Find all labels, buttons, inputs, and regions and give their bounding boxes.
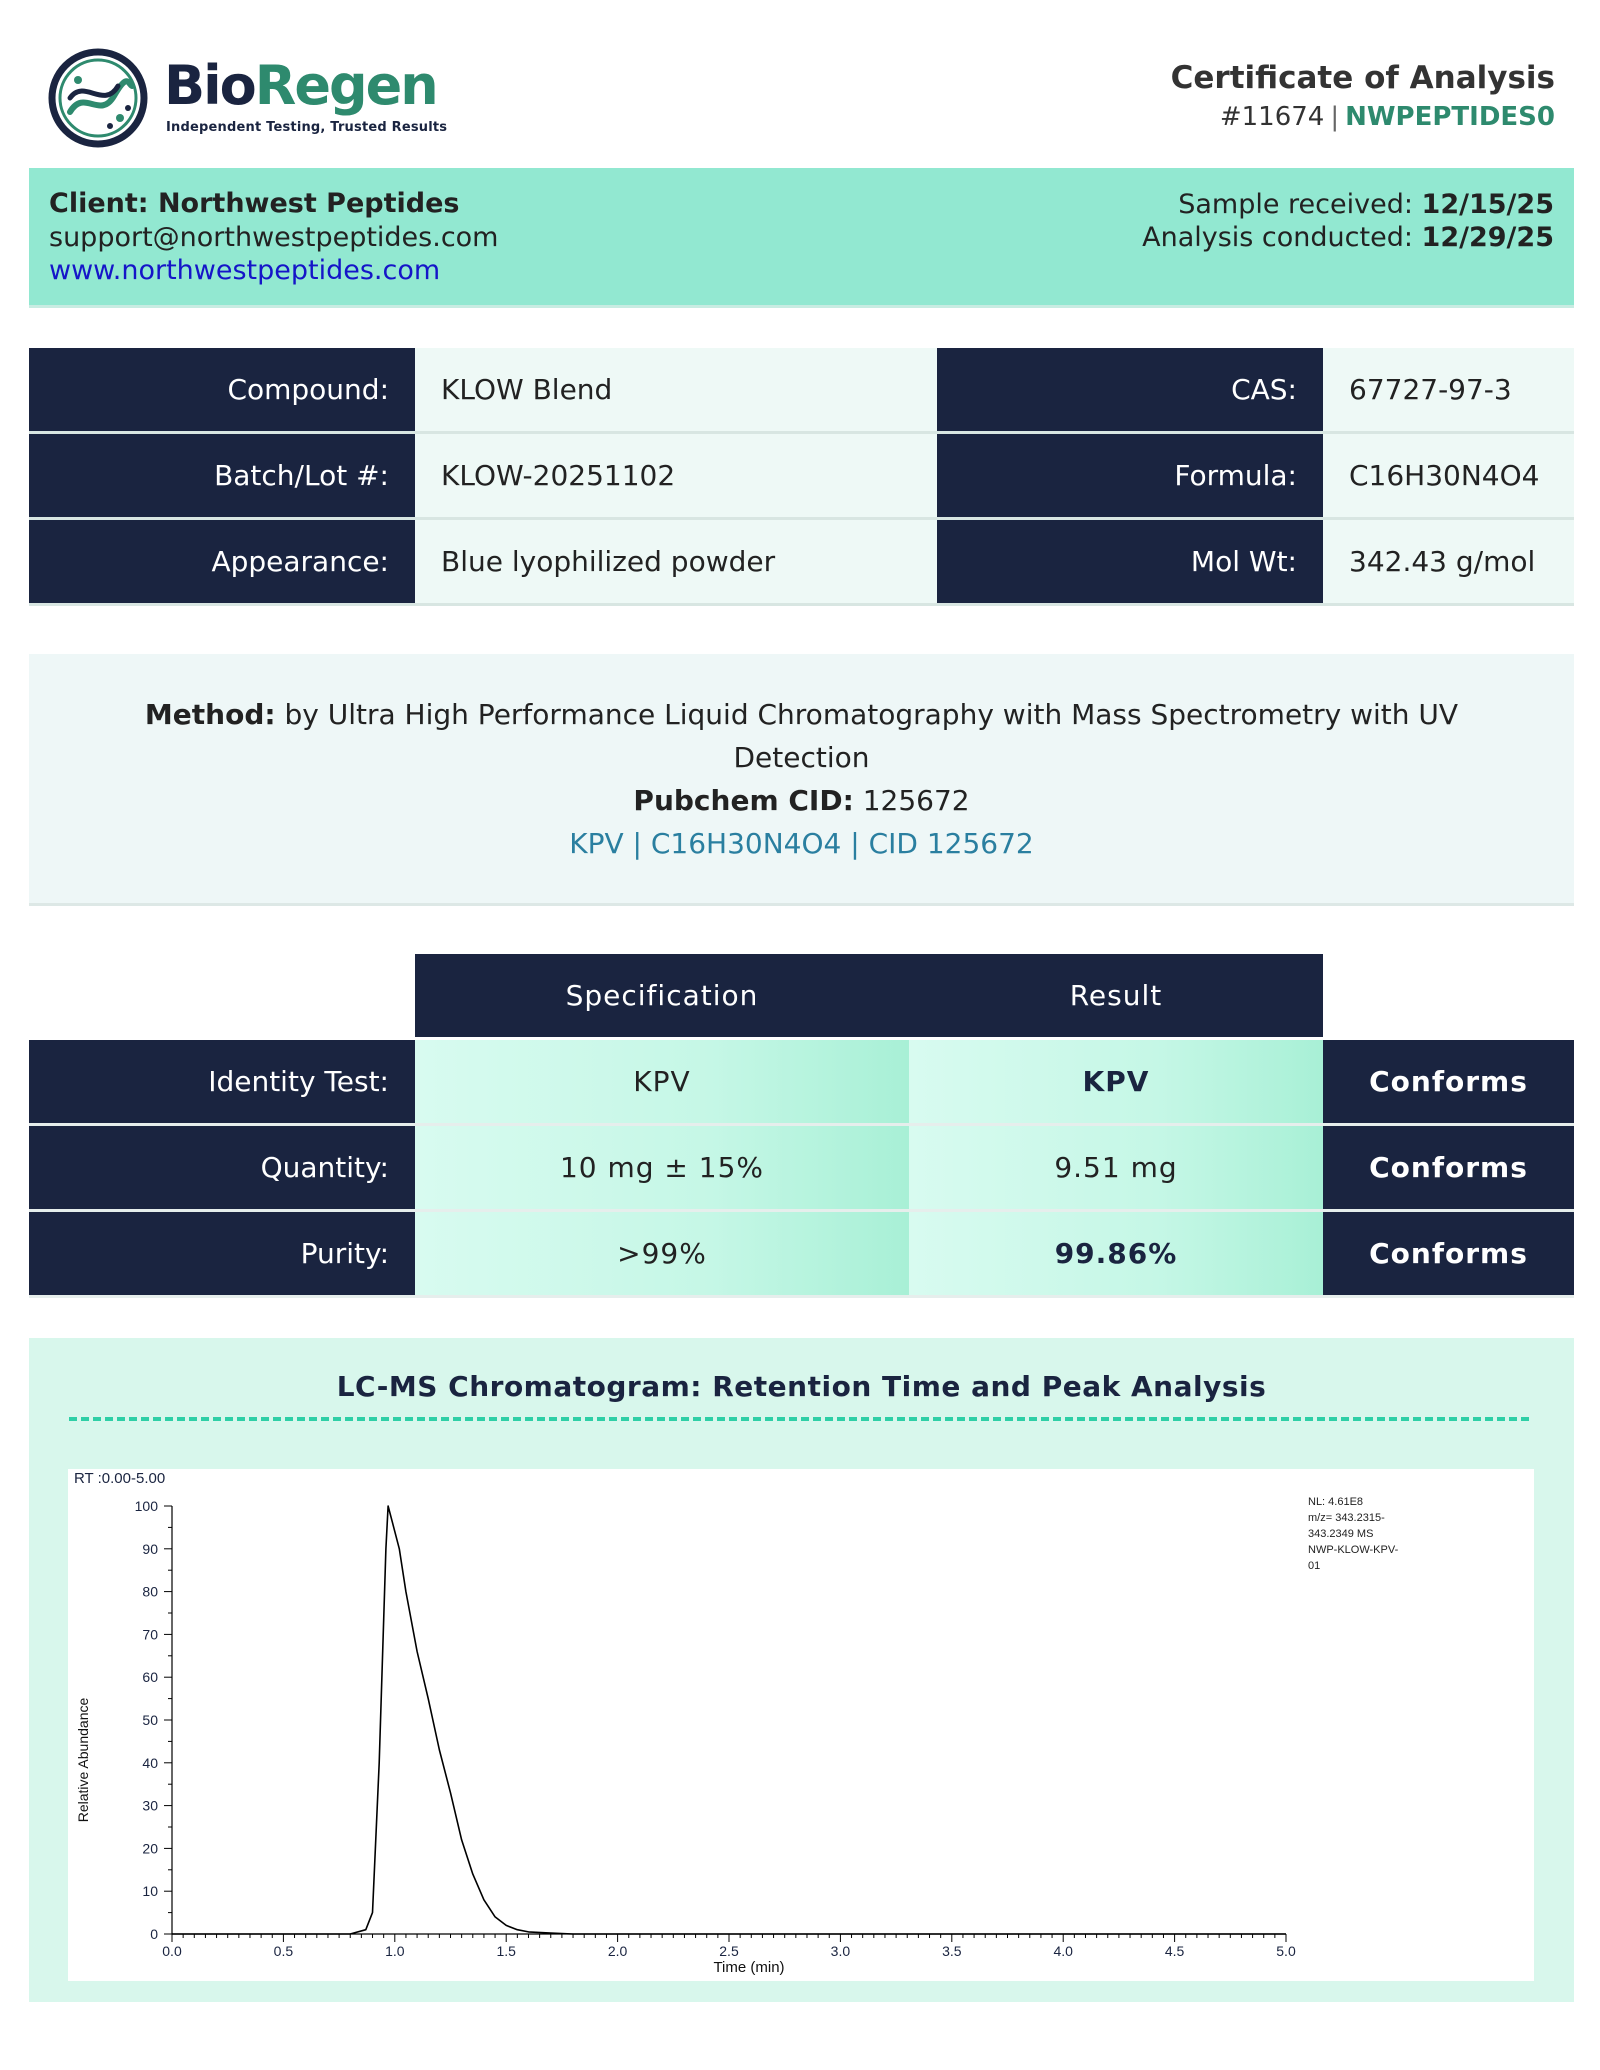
formula-value: C16H30N4O4 [1323,434,1574,517]
mol-wt-value: 342.43 g/mol [1323,520,1574,603]
certificate-separator: | [1330,102,1340,132]
analysis-conducted-value: 12/29/25 [1421,222,1554,253]
scan-info-line: NL: 4.61E8 [1308,1496,1364,1508]
y-tick-label: 100 [134,1498,158,1514]
analysis-conducted-label: Analysis conducted: [1142,222,1413,253]
y-tick-label: 80 [142,1583,158,1600]
x-tick-label: 1.5 [496,1943,516,1959]
pubchem-line [29,779,1574,822]
quantity-status: Conforms [1323,1126,1574,1209]
batch-label: Batch/Lot #: [29,434,415,517]
scan-info-line: 01 [1308,1560,1321,1572]
dashed-divider [69,1417,1529,1421]
results-header-row [29,954,1574,1040]
identity-status: Conforms [1323,1040,1574,1123]
sample-received-label: Sample received: [1178,189,1413,220]
x-tick-label: 4.5 [1164,1943,1185,1959]
identity-test-label: Identity Test: [29,1040,415,1123]
rt-range-label: RT :0.00-5.00 [74,1470,166,1487]
chromatogram-trace [172,1506,1286,1934]
x-axis-label: Time (min) [713,1959,785,1976]
y-tick-label: 70 [142,1626,158,1643]
sample-dates [1142,188,1554,254]
cid-summary: KPV | C16H30N4O4 | CID 125672 [569,827,1034,860]
brand-name [164,56,437,116]
pubchem-value: 125672 [862,784,970,817]
chromatogram-plot [68,1469,1534,1981]
analysis-conducted [1142,221,1554,254]
certificate-code: NWPEPTIDES0 [1345,102,1555,132]
scan-info-line: 343.2349 MS [1308,1528,1374,1540]
x-tick-label: 2.0 [607,1943,628,1959]
x-tick-label: 0.5 [273,1943,294,1959]
brand-tagline: Independent Testing, Trusted Results [166,120,448,135]
y-tick-label: 90 [142,1540,158,1557]
certificate-number: #11674 [1219,102,1325,132]
x-tick-label: 3.0 [830,1943,851,1959]
mol-wt-label: Mol Wt: [937,520,1323,603]
quantity-spec: 10 mg ± 15% [415,1126,909,1209]
method-box [29,654,1574,906]
client-email: support@northwestpeptides.com [49,222,499,253]
chromatogram-chart [68,1469,1534,1981]
purity-status: Conforms [1323,1212,1574,1295]
compound-value: KLOW Blend [415,348,937,431]
header [0,0,1600,160]
y-tick-label: 50 [142,1712,158,1728]
method-text-1: by Ultra High Performance Liquid Chromatography with Mass Spectrometry with UV [284,698,1459,731]
table-row [29,1040,1574,1126]
cas-label: CAS: [937,348,1323,431]
x-tick-label: 5.0 [1276,1943,1296,1959]
y-tick-label: 30 [142,1797,158,1814]
specification-header: Specification [415,954,909,1037]
y-tick-label: 0 [150,1926,158,1942]
sample-received [1142,188,1554,221]
brand-name-part2: Regen [254,54,437,117]
purity-label: Purity: [29,1212,415,1295]
bioregen-logo-icon [48,48,156,148]
quantity-label: Quantity: [29,1126,415,1209]
quantity-result: 9.51 mg [909,1126,1323,1209]
method-line [29,693,1574,736]
method-label: Method: [144,698,276,731]
identity-spec: KPV [415,1040,909,1123]
results-table [29,954,1574,1298]
chromatogram-title: LC-MS Chromatogram: Retention Time and Peak Analysis [336,1370,1267,1403]
method-text-2: Detection [733,741,870,774]
x-tick-label: 3.5 [942,1943,962,1959]
result-header: Result [909,954,1323,1037]
document-title: Certificate of Analysis [1170,60,1555,96]
scan-info-line: m/z= 343.2315- [1308,1512,1385,1524]
x-tick-label: 0.0 [162,1943,182,1959]
client-band [29,168,1574,308]
y-tick-label: 20 [142,1840,158,1857]
info-row [29,520,1574,606]
batch-value: KLOW-20251102 [415,434,937,517]
certificate-id [1220,102,1555,132]
info-row [29,434,1574,520]
info-row [29,348,1574,434]
x-tick-label: 2.5 [719,1943,739,1959]
y-axis-label: Relative Abundance [75,1697,91,1823]
appearance-label: Appearance: [29,520,415,603]
client-name: Client: Northwest Peptides [49,188,460,219]
sample-received-value: 12/15/25 [1421,189,1554,220]
client-website-link[interactable]: www.northwestpeptides.com [49,255,441,286]
brand-name-part1: Bio [164,54,255,117]
identity-result: KPV [909,1040,1323,1123]
table-row [29,1212,1574,1298]
scan-info-line: NWP-KLOW-KPV- [1308,1544,1399,1556]
purity-result: 99.86% [909,1212,1323,1295]
y-tick-label: 60 [142,1669,158,1686]
y-tick-label: 40 [142,1754,158,1771]
purity-spec: >99% [415,1212,909,1295]
cas-value: 67727-97-3 [1323,348,1574,431]
chromatogram-section [29,1338,1574,2002]
compound-label: Compound: [29,348,415,431]
table-row [29,1126,1574,1212]
x-tick-label: 4.0 [1053,1943,1073,1959]
appearance-value: Blue lyophilized powder [415,520,937,603]
y-tick-label: 10 [142,1883,158,1900]
formula-label: Formula: [937,434,1323,517]
pubchem-label: Pubchem CID: [633,784,854,817]
compound-info-table [29,348,1574,606]
x-tick-label: 1.0 [385,1943,405,1959]
